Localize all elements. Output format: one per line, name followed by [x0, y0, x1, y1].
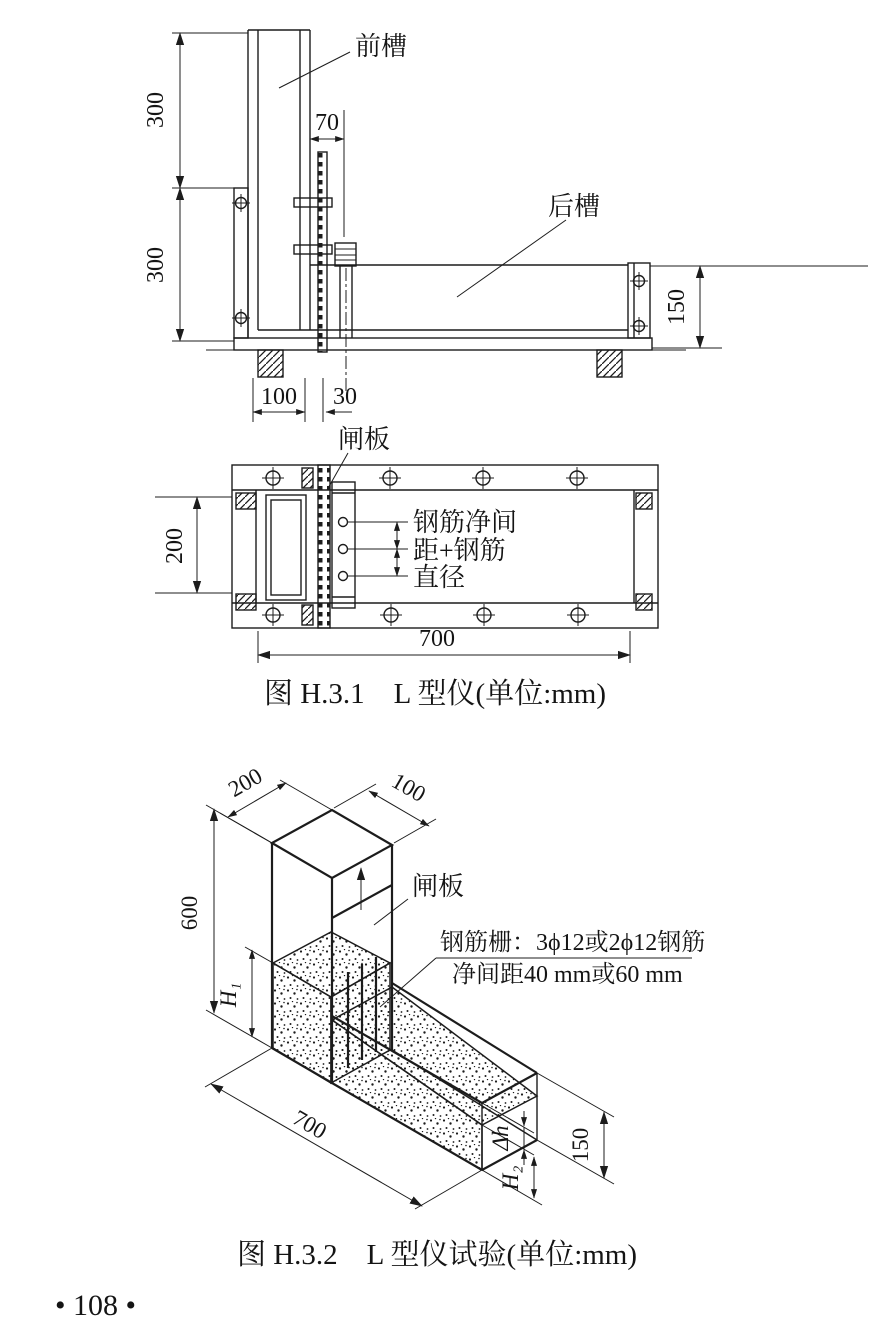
bolt-icon: [566, 467, 588, 489]
gate-edge: [332, 885, 392, 918]
figure1-front-view: [143, 30, 868, 422]
dim-200-iso: 200: [224, 763, 267, 802]
bolt-icon: [379, 467, 401, 489]
dim-70: 70: [315, 110, 339, 136]
dim-300-upper: 300: [143, 92, 169, 128]
figure1-caption: 图 H.3.1 L 型仪(单位:mm): [263, 678, 607, 710]
dim-700-iso: 700: [288, 1105, 331, 1144]
rebar-grid-note-line2: 净间距40 mm或60 mm: [452, 962, 683, 988]
bolt-icon: [380, 604, 402, 626]
bolt-icon: [630, 317, 648, 335]
dim-600: 600: [177, 895, 202, 931]
dim-delta-h: Δh: [488, 1125, 513, 1151]
dim-300-lower: 300: [143, 247, 169, 283]
gate-label-fig1: 闸板: [338, 425, 391, 454]
dim-200: 200: [162, 528, 188, 564]
gate-strip-plan: [318, 465, 330, 628]
page-number: • 108 •: [55, 1289, 137, 1322]
dim-h1: H₁: [216, 982, 241, 1008]
front-trough-label: 前槽: [355, 32, 408, 61]
dim-h2: H₂: [498, 1165, 523, 1191]
bolt-icon: [473, 604, 495, 626]
dim-150-iso: 150: [568, 1127, 593, 1163]
bolt-icon: [472, 467, 494, 489]
rebar-grid-note-line1: 钢筋栅：3ϕ12或2ϕ12钢筋: [440, 930, 706, 956]
gate-label-fig2: 闸板: [412, 872, 465, 901]
figure2-isometric-view: [177, 763, 705, 1209]
dim-30: 30: [333, 384, 357, 410]
bolt-icon: [262, 604, 284, 626]
figure2-caption: 图 H.3.2 L 型仪试验(单位:mm): [236, 1239, 638, 1271]
rebar-section: [339, 518, 348, 527]
bolt-icon: [262, 467, 284, 489]
rebar-section: [339, 545, 348, 554]
rear-trough-label: 后槽: [548, 192, 601, 221]
rebar-note-line1: 钢筋净间: [413, 508, 518, 537]
rebar-note-line2: 距+钢筋: [413, 536, 506, 565]
dim-150: 150: [664, 289, 690, 325]
bolt-icon: [630, 272, 648, 290]
dim-100: 100: [261, 384, 297, 410]
dim-700: 700: [419, 626, 455, 652]
bolt-icon: [567, 604, 589, 626]
foot-block: [258, 350, 283, 377]
gate-strip: [318, 152, 327, 352]
rebar-note-line3: 直径: [413, 563, 466, 592]
figure1-plan-view: [155, 425, 658, 663]
foot-block: [597, 350, 622, 377]
rebar-section: [339, 572, 348, 581]
dim-100-iso: 100: [387, 768, 430, 807]
